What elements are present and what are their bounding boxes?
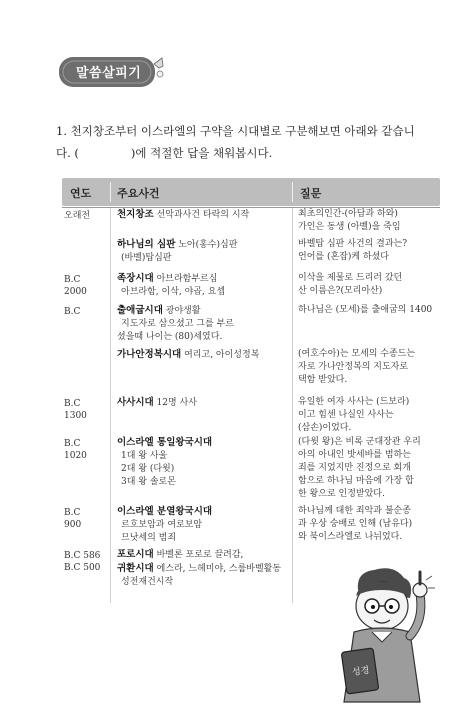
- row-question-line: 하나님은 (모세)를 출애굽의 1400: [298, 305, 433, 315]
- row-question: [298, 208, 440, 234]
- row-event: [117, 436, 297, 489]
- row-question-line: 함으로 하나님 마음에 가장 합: [298, 476, 414, 486]
- row-year: [64, 550, 112, 574]
- row-year-line: B.C: [64, 439, 81, 449]
- row-event-line: 르호보암과 여로보암: [121, 520, 203, 530]
- row-year-line: B.C: [64, 399, 81, 409]
- row-question: [298, 348, 440, 387]
- row-question-line: (여호수아)는 모세의 수종드는: [298, 349, 416, 359]
- row-question-line: 과 우상 숭배로 인해 (남유다): [298, 519, 413, 529]
- row-event-line: 3대 왕 솔로몬: [121, 477, 176, 487]
- row-event-title: 천지창조: [117, 209, 154, 220]
- row-year: [64, 438, 112, 462]
- row-question-line: 산 이름은?(모리아산): [298, 286, 383, 296]
- row-year: [64, 210, 112, 222]
- section-badge-label: 말씀살피기: [76, 66, 142, 81]
- header-events: 주요사건: [117, 187, 160, 200]
- row-year-line: 1300: [64, 411, 87, 421]
- row-event-title: 가나안정복시대: [117, 349, 182, 360]
- row-event-line: 아브라함, 이삭, 야곱, 요셉: [121, 287, 226, 297]
- row-question-line: 이고 힘센 나실인 사사는: [298, 410, 394, 420]
- row-event: [117, 272, 297, 299]
- row-question: [298, 238, 440, 264]
- row-event-title: 출애굽시대: [117, 305, 163, 316]
- row-year-line: 900: [64, 520, 82, 530]
- row-question-line: 유일한 여자 사사는 (드보라): [298, 397, 410, 407]
- row-question-line: 택함 받았다.: [298, 375, 348, 385]
- row-event: [117, 304, 297, 344]
- row-event-title: 하나님의 심판: [117, 239, 176, 250]
- row-event-detail: 노아(홍수)심판: [175, 240, 238, 250]
- row-event-line: 2대 왕 (다윗): [121, 464, 175, 474]
- row-year-line: 1020: [64, 451, 87, 461]
- row-question: [298, 396, 440, 435]
- row-event-line: 1대 왕 사울: [121, 451, 168, 461]
- row-event: [117, 505, 297, 545]
- row-event-detail: 아브라함부르심: [153, 274, 218, 284]
- row-question-line: 와 북이스라엘로 나뉘었다.: [298, 532, 403, 542]
- row-question-line: (다윗 왕)은 비록 군대장관 우리: [298, 437, 421, 447]
- header-year: 연도: [70, 187, 92, 200]
- row-event-title: 포로시대: [117, 549, 154, 560]
- row-year-line: 오래전: [64, 211, 91, 221]
- row-event-detail: 여리고, 아이성정복: [181, 350, 260, 360]
- row-year-line: B.C: [64, 307, 81, 317]
- row-question: [298, 272, 440, 298]
- row-event-title: 귀환시대: [117, 563, 154, 574]
- row-event-detail: 12명 사사: [153, 398, 197, 408]
- row-event-line: 성전재건시작: [121, 577, 174, 587]
- row-event-detail: 바벨론 포로로 끌려감,: [153, 550, 244, 560]
- row-event: [117, 238, 297, 265]
- question-line-1: 1. 천지창조부터 이스라엘의 구약을 시대별로 구분해보면 아래와 같습니: [56, 124, 415, 138]
- row-event-title: 사사시대: [117, 397, 154, 408]
- row-event: [117, 208, 297, 222]
- header-questions: 질문: [300, 187, 322, 200]
- row-question-line: 한 왕으로 인정받았다.: [298, 489, 385, 499]
- row-question-line: 하나님께 대한 죄악과 불순종: [298, 506, 411, 516]
- row-year: [64, 274, 112, 298]
- row-question-line: 최초의인간-(아담과 하와): [298, 209, 398, 219]
- question-line-2: 다. ( )에 적절한 답을 채워봅시다.: [56, 146, 273, 160]
- row-event-title: 족장시대: [117, 273, 154, 284]
- row-event: [117, 396, 297, 410]
- row-year: [64, 507, 112, 531]
- row-question: [298, 436, 440, 501]
- row-year-line: 2000: [64, 287, 87, 297]
- row-event-line: 므낫세의 범죄: [121, 533, 177, 543]
- row-event-line: 셨을때 나이는 (80)세였다.: [117, 332, 223, 342]
- row-year-line: B.C 500: [64, 563, 101, 573]
- bible-book-label: 성경: [351, 665, 371, 679]
- row-question-line: 죄를 지었지만 진정으로 회개: [298, 463, 411, 473]
- row-year-line: B.C: [64, 275, 81, 285]
- row-year: [64, 306, 112, 318]
- row-question: [298, 505, 440, 544]
- row-question-line: 언어를 (혼잡)케 하셨다: [298, 252, 389, 262]
- row-event-title: 이스라엘 통일왕국시대: [117, 437, 213, 448]
- row-event-detail: 에스라, 느헤미야, 스룹바벨활동: [153, 564, 282, 574]
- row-event-line: 지도자로 삼으셨고 그를 부르: [121, 319, 234, 329]
- row-event-detail: 선악과사건 타락의 시작: [153, 210, 250, 220]
- row-question-line: 바벨탑 심판 사건의 결과는?: [298, 239, 408, 249]
- row-event: [117, 348, 297, 362]
- row-event-title: 이스라엘 분열왕국시대: [117, 506, 213, 517]
- row-year-line: B.C 586: [64, 551, 101, 561]
- row-year: [64, 398, 112, 422]
- row-event-detail: 광야생활: [162, 306, 201, 316]
- boy-with-bible-illustration: [324, 566, 442, 708]
- row-event: [117, 548, 297, 589]
- timeline-table: [62, 178, 440, 603]
- row-question-line: 자로 가나안정복의 지도자로: [298, 362, 409, 372]
- row-event-line: (바벨)탑심판: [121, 253, 172, 263]
- row-question-line: 가인은 동생 (아벨)을 죽임: [298, 222, 401, 232]
- question-text: [56, 120, 426, 164]
- table-header: [62, 178, 440, 206]
- row-question: [298, 304, 440, 317]
- row-question-line: 이삭을 제물로 드리러 갔던: [298, 273, 403, 283]
- row-question-line: 아의 아내인 밧세바를 범하는: [298, 450, 411, 460]
- row-year-line: B.C: [64, 508, 81, 518]
- row-question-line: (삼손)이었다.: [298, 423, 352, 433]
